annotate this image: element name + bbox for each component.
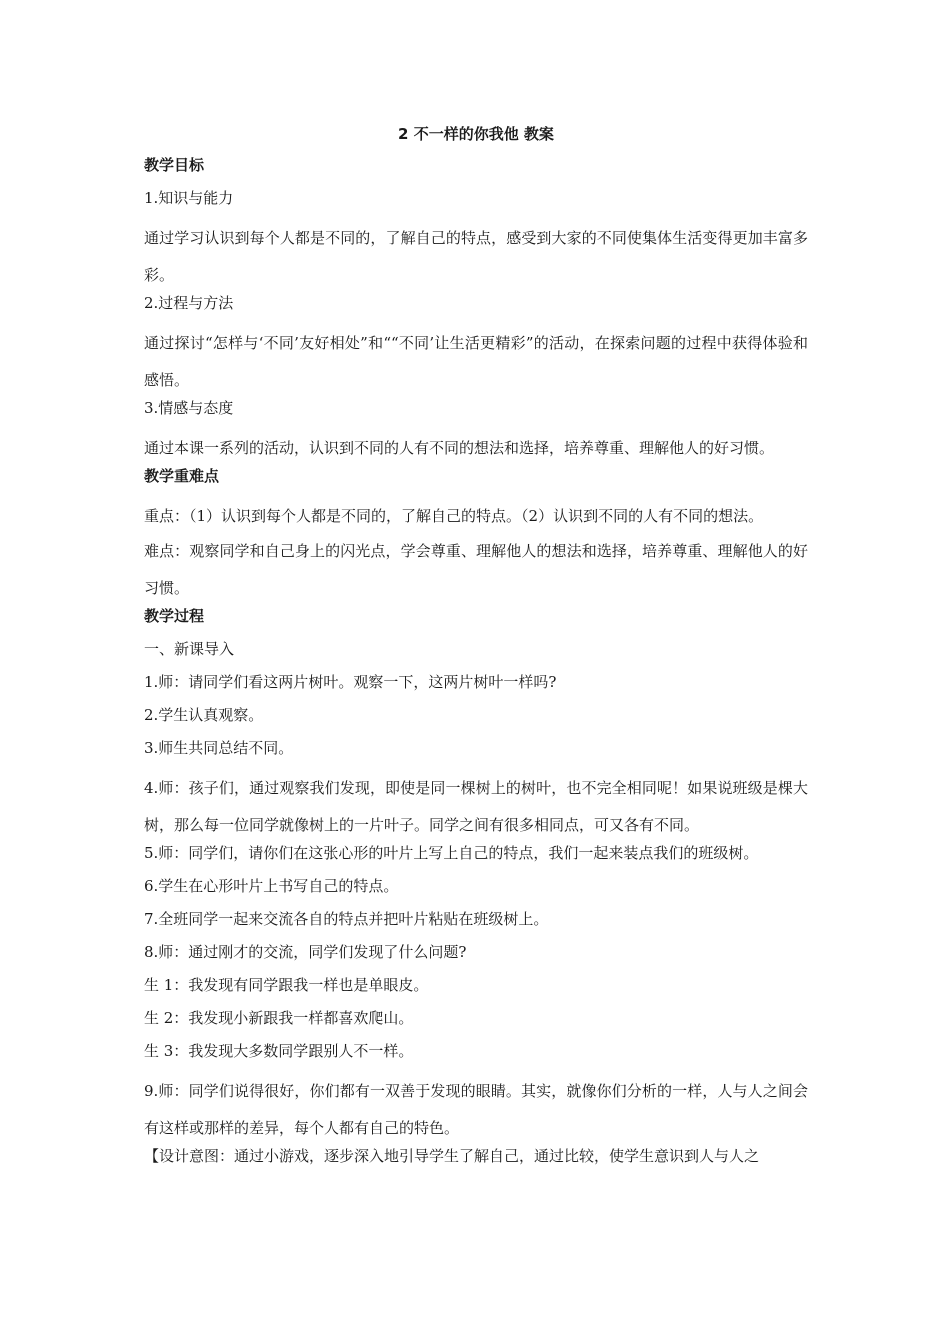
design-intent: 【设计意图：通过小游戏，逐步深入地引导学生了解自己，通过比较，使学生意识到人与人之 (144, 1147, 760, 1165)
student-answer-1: 生 1：我发现有同学跟我一样也是单眼皮。 (144, 976, 429, 994)
step-4: 4.师：孩子们，通过观察我们发现，即使是同一棵树上的树叶，也不完全相同呢！如果说班级是棵大树，那么每一位同学就像树上的一片叶子。同学之间有很多相同点，可又各有不同。 (144, 779, 808, 834)
subheading-emotion: 3.情感与态度 (144, 399, 234, 417)
step-1: 1.师：请同学们看这两片树叶。观察一下，这两片树叶一样吗? (144, 673, 557, 691)
section-intro: 一、新课导入 (144, 640, 235, 658)
step-3: 3.师生共同总结不同。 (144, 739, 294, 757)
paragraph-emotion: 通过本课一系列的活动，认识到不同的人有不同的想法和选择，培养尊重、理解他人的好习惯。 (144, 439, 775, 457)
paragraph-process-method: 通过探讨“怎样与‘不同’友好相处”和““不同’让生活更精彩”的活动，在探索问题的过程中获得体验和感悟。 (144, 334, 808, 389)
subheading-process-method: 2.过程与方法 (144, 294, 234, 312)
document-title: 2 不一样的你我他 教案 (398, 125, 554, 143)
paragraph-difficulty: 难点：观察同学和自己身上的闪光点，学会尊重、理解他人的想法和选择，培养尊重、理解他人的好习惯。 (144, 542, 808, 597)
heading-teaching-process: 教学过程 (144, 607, 205, 625)
paragraph-knowledge: 通过学习认识到每个人都是不同的，了解自己的特点，感受到大家的不同使集体生活变得更加丰富多彩。 (144, 229, 808, 284)
step-2: 2.学生认真观察。 (144, 706, 264, 724)
heading-teaching-goals: 教学目标 (144, 156, 205, 174)
step-9: 9.师：同学们说得很好，你们都有一双善于发现的眼睛。其实，就像你们分析的一样，人与人之间会有这样或那样的差异，每个人都有自己的特色。 (144, 1082, 808, 1137)
step-8: 8.师：通过刚才的交流，同学们发现了什么问题? (144, 943, 467, 961)
student-answer-2: 生 2：我发现小新跟我一样都喜欢爬山。 (144, 1009, 414, 1027)
subheading-knowledge: 1.知识与能力 (144, 189, 234, 207)
paragraph-focus: 重点：（1）认识到每个人都是不同的，了解自己的特点。（2）认识到不同的人有不同的想法。 (144, 507, 764, 525)
heading-key-points: 教学重难点 (144, 467, 220, 485)
step-6: 6.学生在心形叶片上书写自己的特点。 (144, 877, 399, 895)
step-5: 5.师：同学们，请你们在这张心形的叶片上写上自己的特点，我们一起来装点我们的班级树。 (144, 844, 759, 862)
student-answer-3: 生 3：我发现大多数同学跟别人不一样。 (144, 1042, 414, 1060)
step-7: 7.全班同学一起来交流各自的特点并把叶片粘贴在班级树上。 (144, 910, 549, 928)
